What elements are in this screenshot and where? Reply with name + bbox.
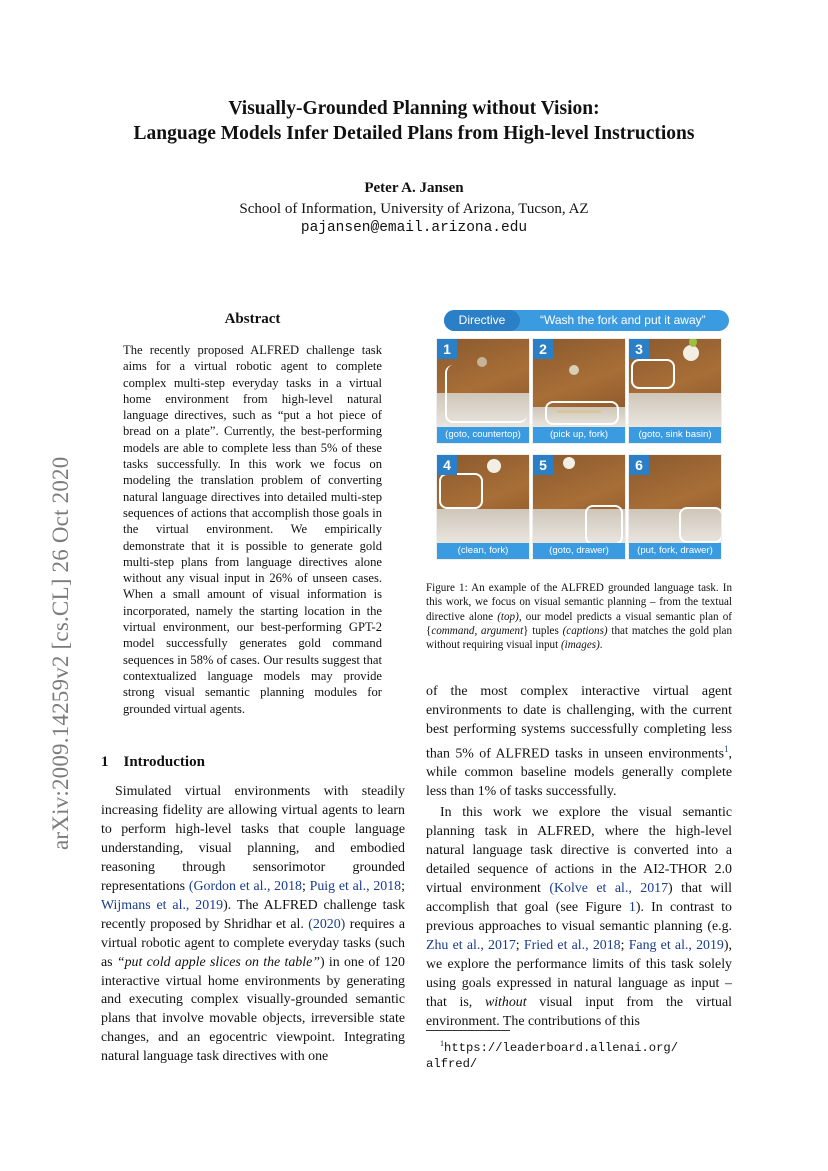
figure-1-caption xyxy=(426,581,732,652)
highlight-region xyxy=(631,359,675,389)
title-line-2: Language Models Infer Detailed Plans from High-level Instructions xyxy=(133,123,695,144)
highlight-region xyxy=(545,401,619,425)
author-affiliation: School of Information, University of Arizona, Tucson, AZ xyxy=(239,201,589,217)
text-run: ) in one of 120 interactive virtual home environments by generating and executing complex visually-grounded semantic plans that involve movable objects, irreversible state changes, and an egocentric viewpoint. Integrating natural language task directives with one xyxy=(101,954,405,1065)
citation-link[interactable]: (Gordon et al., 2018 xyxy=(188,878,302,894)
highlight-region xyxy=(679,507,722,543)
citation-link[interactable]: Fried et al., 2018 xyxy=(523,938,621,954)
intro-paragraph-continued xyxy=(426,683,732,802)
step-label: (goto, countertop) xyxy=(437,427,529,443)
caption-italic: command, argument xyxy=(431,624,524,637)
step-label: (put, fork, drawer) xyxy=(629,543,721,559)
directive-tag: Directive xyxy=(444,310,520,331)
directive-text: “Wash the fork and put it away” xyxy=(540,313,706,327)
caption-text: . xyxy=(599,639,603,652)
text-run: visual input from the virtual environment. The contributions of this xyxy=(426,994,732,1029)
intro-paragraph-2 xyxy=(426,804,732,1031)
title-line-1: Visually-Grounded Planning without Vision: xyxy=(228,98,600,119)
arxiv-sidebar xyxy=(14,360,73,860)
plant-pot-object xyxy=(487,459,501,473)
paper-title xyxy=(60,96,768,146)
text-run: ) that will accomplish that goal (see Figure xyxy=(426,881,732,916)
text-run: ; xyxy=(620,938,629,954)
section-number: 1 xyxy=(101,754,109,770)
text-run: of the most complex interactive virtual agent environments to date is challenging, with the current best performing systems successfully completing less than 5% of ALFRED tasks in unseen environments xyxy=(426,684,732,762)
citation-link[interactable]: Wijmans et al., 2019 xyxy=(101,897,224,913)
figure-panel-5 xyxy=(532,454,626,560)
step-number: 5 xyxy=(533,455,553,475)
step-number: 2 xyxy=(533,339,553,359)
step-label: (pick up, fork) xyxy=(533,427,625,443)
highlight-region xyxy=(445,365,527,423)
caption-italic: (top) xyxy=(497,610,519,623)
caption-italic: (captions) xyxy=(562,624,608,637)
text-run: , while common baseline models generally complete less than 1% of tasks successfully. xyxy=(426,746,732,800)
citation-link[interactable]: Fang et al., 2019 xyxy=(628,938,724,954)
figure-panel-3 xyxy=(628,338,722,444)
arxiv-identifier: arXiv:2009.14259v2 [cs.CL] 26 Oct 2020 xyxy=(48,456,73,850)
step-number: 6 xyxy=(629,455,649,475)
intro-paragraph-1 xyxy=(101,783,405,1067)
step-label: (clean, fork) xyxy=(437,543,529,559)
abstract-text: The recently proposed ALFRED challenge task aims for a virtual robotic agent to complete complex multi-step everyday tasks in a virtual home environment from high-level natural language directives, such as “put a hot piece of bread on a plate”. Currently, the best-performing models are able to complete less than 5% of these tasks successfully. In this work we focus on modeling the translation problem of converting natural language directives into detailed multi-step sequences of actions that accomplish those goals in the virtual environment. We empirically demonstrate that it is possible to generate gold multi-step plans from language directives alone without any visual input in 26% of unseen cases. When a small amount of visual information is incorporated, namely the starting location in the virtual environment, our best-performing GPT-2 model successfully generates gold command sequences in 58% of cases. Our results suggest that contextualized language models may provide strong visual semantic planning modules for grounded virtual agents. xyxy=(123,343,382,716)
citation-link[interactable]: Zhu et al., 2017 xyxy=(426,938,516,954)
step-label: (goto, drawer) xyxy=(533,543,625,559)
step-number: 4 xyxy=(437,455,457,475)
citation-link[interactable]: (2020) xyxy=(308,916,346,932)
directive-bar xyxy=(444,310,729,331)
intro-right-column xyxy=(426,683,732,1032)
footnote-url-link[interactable]: https://leaderboard.allenai.org/ xyxy=(444,1041,679,1056)
author-name: Peter A. Jansen xyxy=(364,180,464,196)
citation-link[interactable]: Puig et al., 2018 xyxy=(309,878,402,894)
figure-panel-4 xyxy=(436,454,530,560)
text-run: In this work we explore the visual semantic planning task in ALFRED, where the high-level natural language task directive is converted into a detailed sequence of actions in the AI2-THOR 2.0 virtual environment xyxy=(426,805,732,897)
caption-text: that matches the gold plan without requiring visual input xyxy=(426,624,732,652)
footnote-line-1 xyxy=(426,1036,732,1056)
caption-text: Figure 1: An example of the ALFRED grounded language task. In this work, we focus on visual semantic planning – from the textual directive alone xyxy=(426,582,732,623)
intro-left-column xyxy=(101,783,405,1067)
plant-pot-object xyxy=(563,457,575,469)
text-run: ; xyxy=(515,938,524,954)
figure-reference-link[interactable]: 1 xyxy=(628,900,636,916)
emphasis: without xyxy=(484,994,527,1010)
caption-text: } tuples xyxy=(523,624,563,637)
figure-1 xyxy=(432,310,732,568)
figure-panel-1 xyxy=(436,338,530,444)
figure-panel-2 xyxy=(532,338,626,444)
step-number: 1 xyxy=(437,339,457,359)
text-run: ; xyxy=(401,878,405,894)
text-run: requires a virtual robotic agent to complete everyday tasks (such as xyxy=(101,916,405,970)
text-run: Simulated virtual environments with steadily increasing fidelity are allowing virtual agents to learn to perform high-level tasks that couple language understanding, visual planning, and embodied reasoning through sensorimotor grounded representations xyxy=(101,784,405,894)
plant-pot-object xyxy=(683,345,699,361)
text-run: ; xyxy=(301,878,310,894)
caption-text: , our model predicts a visual semantic plan of { xyxy=(426,610,732,637)
step-label: (goto, sink basin) xyxy=(629,427,721,443)
example-directive: “put cold apple slices on the table” xyxy=(116,954,320,970)
citation-link[interactable]: (Kolve et al., 2017 xyxy=(549,881,669,897)
bowl-object xyxy=(569,365,579,375)
abstract-heading: Abstract xyxy=(224,311,281,327)
fork-object xyxy=(557,410,601,413)
text-run: ). The ALFRED challenge task recently proposed by Shridhar et al. xyxy=(101,897,405,932)
text-run: ), we explore the performance limits of this task solely using goals expressed in natural language as input – that is, xyxy=(426,938,732,1010)
highlight-region xyxy=(439,473,483,509)
highlight-region xyxy=(585,505,623,545)
section-heading-introduction xyxy=(101,754,205,771)
footnote-url-continuation[interactable]: alfred/ xyxy=(426,1057,478,1072)
author-email: pajansen@email.arizona.edu xyxy=(300,220,528,236)
footnote-number: 1 xyxy=(440,1039,444,1048)
section-title: Introduction xyxy=(123,754,205,770)
panel-floor xyxy=(629,393,721,427)
step-number: 3 xyxy=(629,339,649,359)
footnote-rule xyxy=(426,1030,510,1031)
caption-italic: (images) xyxy=(560,639,600,652)
figure-panel-6 xyxy=(628,454,722,560)
footnote-marker[interactable]: 1 xyxy=(724,743,729,754)
panel-floor xyxy=(437,509,529,543)
footnote-1 xyxy=(426,1036,732,1072)
text-run: ). In contrast to previous approaches to visual semantic planning (e.g. xyxy=(426,900,732,935)
